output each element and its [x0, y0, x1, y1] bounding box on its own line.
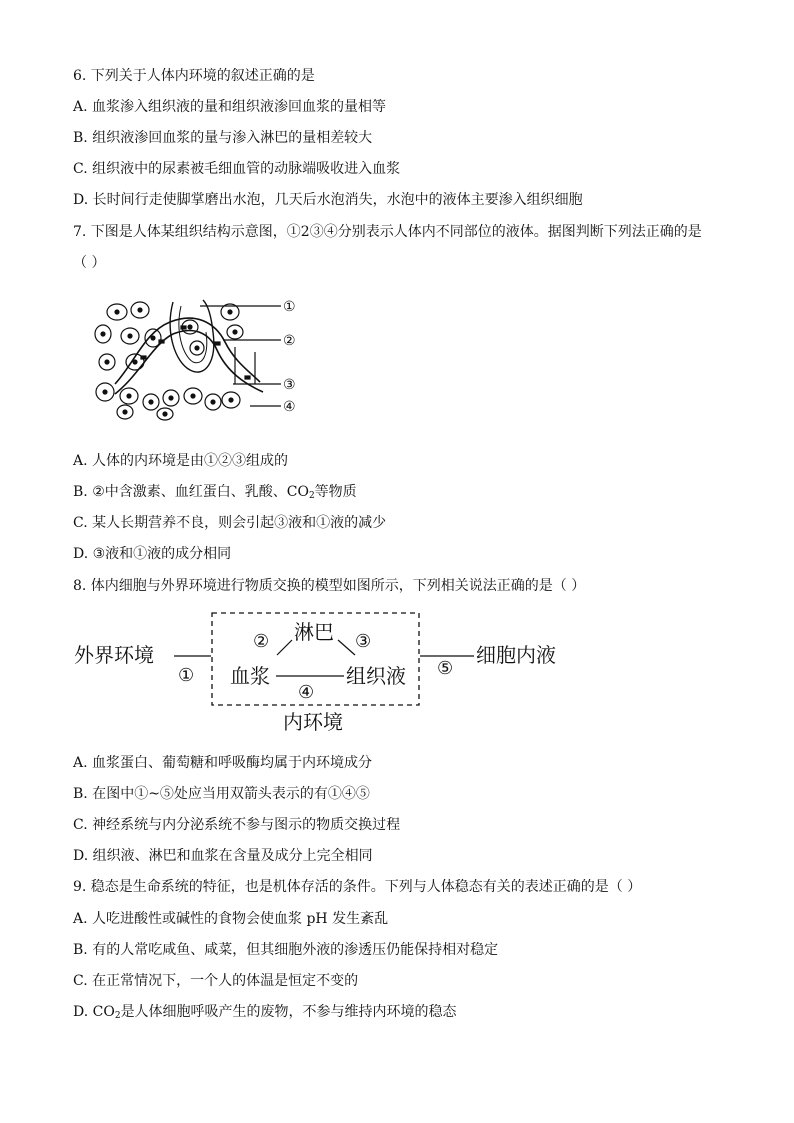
q9-option-a: A. 人吃进酸性或碱性的食物会使血浆 pH 发生紊乱 [73, 911, 389, 927]
q6-stem: 6. 下列关于人体内环境的叙述正确的是 [73, 68, 315, 84]
q7-answer-paren: （ ） [73, 255, 106, 271]
outer-environment-label: 外界环境 [74, 643, 154, 667]
q7-option-b: B. ②中含激素、血红蛋白、乳酸、$CO_2$等物质 [73, 484, 357, 501]
q8-option-b: B. 在图中①~⑤处应当用双箭头表示的有①④⑤ [73, 786, 370, 802]
q6-option-a: A. 血浆渗入组织液的量和组织液渗回血浆的量相等 [73, 99, 387, 115]
tissue-fluid-label: 组织液 [346, 664, 406, 688]
figure-label-3: ③ [283, 377, 296, 393]
figure-label-2: ② [283, 333, 296, 349]
q8-option-a: A. 血浆蛋白、葡萄糖和呼吸酶均属于内环境成分 [73, 755, 373, 771]
number-1: ① [178, 665, 195, 686]
internal-environment-label: 内环境 [283, 710, 343, 734]
q7-option-c: C. 某人长期营养不良，则会引起③液和①液的减少 [73, 515, 387, 531]
figure-label-4: ④ [283, 399, 296, 415]
q9-option-c: C. 在正常情况下，一个人的体温是恒定不变的 [73, 973, 359, 989]
q6-option-b: B. 组织液渗回血浆的量与渗入淋巴的量相差较大 [73, 130, 373, 146]
q7-option-d: D. ③液和①液的成分相同 [73, 546, 232, 562]
number-4: ④ [298, 682, 315, 703]
number-5: ⑤ [437, 658, 454, 679]
material-exchange-diagram [70, 605, 580, 740]
number-2: ② [253, 631, 270, 652]
figure-label-1: ① [283, 299, 296, 315]
q9-option-d: D. $CO_2$是人体细胞呼吸产生的废物，不参与维持内环境的稳态 [73, 1004, 457, 1021]
tissue-structure-figure [85, 292, 310, 422]
q7-option-a: A. 人体的内环境是由①②③组成的 [73, 453, 289, 469]
q8-stem: 8. 体内细胞与外界环境进行物质交换的模型如图所示，下列相关说法正确的是（ ） [73, 578, 586, 594]
q9-option-b: B. 有的人常吃咸鱼、咸菜，但其细胞外液的渗透压仍能保持相对稳定 [73, 942, 499, 958]
q8-option-c: C. 神经系统与内分泌系统不参与图示的物质交换过程 [73, 817, 401, 833]
q9-stem: 9. 稳态是生命系统的特征，也是机体存活的条件。下列与人体稳态有关的表述正确的是（ ） [73, 879, 642, 895]
number-3: ③ [355, 631, 372, 652]
intracellular-fluid-label: 细胞内液 [476, 643, 556, 667]
q6-option-c: C. 组织液中的尿素被毛细血管的动脉端吸收进入血浆 [73, 161, 401, 177]
plasma-label: 血浆 [230, 664, 270, 688]
q8-option-d: D. 组织液、淋巴和血浆在含量及成分上完全相同 [73, 848, 373, 864]
q6-option-d: D. 长时间行走使脚掌磨出水泡，几天后水泡消失，水泡中的液体主要渗入组织细胞 [73, 192, 583, 208]
lymph-label: 淋巴 [294, 620, 334, 644]
q7-stem: 7. 下图是人体某组织结构示意图，①2③④分别表示人体内不同部位的液体。据图判断下列法正确的是 [73, 224, 702, 240]
